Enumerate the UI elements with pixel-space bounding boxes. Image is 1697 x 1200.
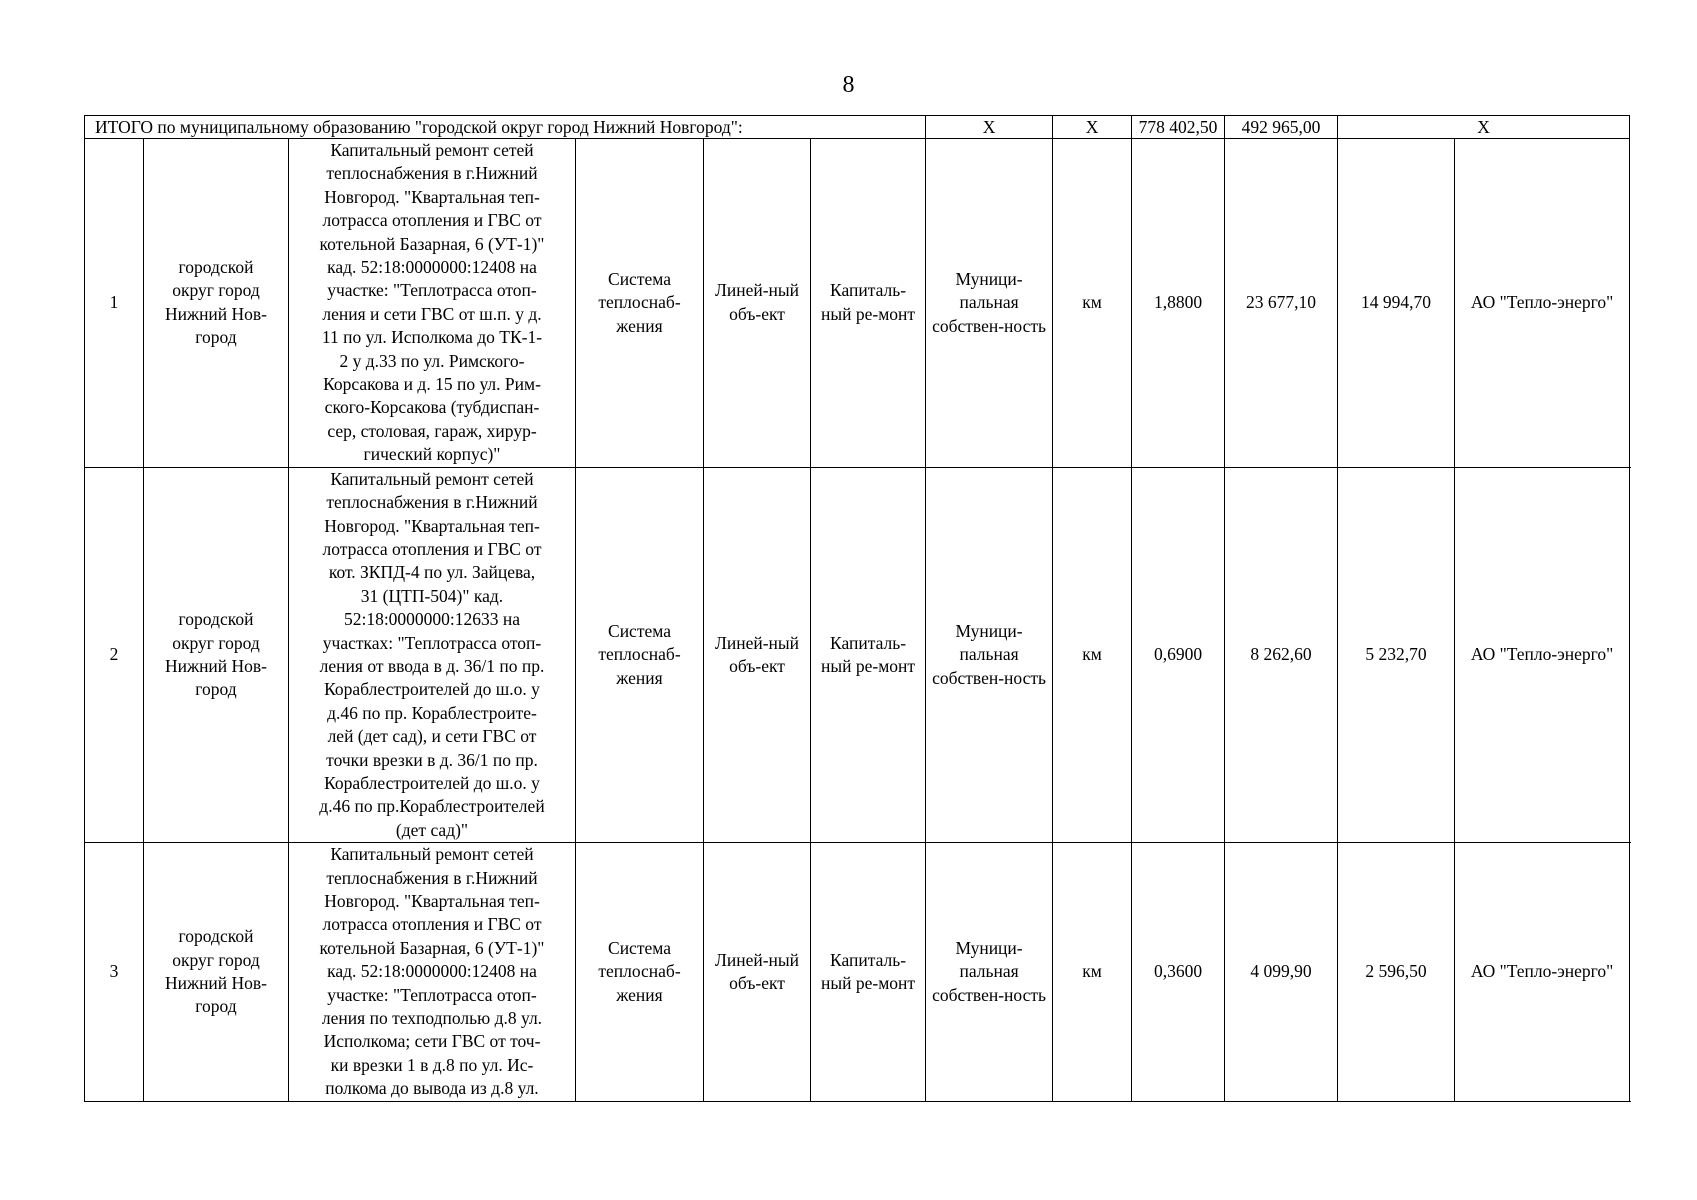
total-organization: X (1338, 116, 1630, 139)
total-unit: X (926, 116, 1053, 139)
object-type-cell: Линей-ный объ-ект (704, 139, 811, 468)
work-type-cell: Капиталь-ный ре-монт (811, 467, 926, 843)
unit-cell: км (1053, 139, 1132, 468)
ownership-cell: Муници-пальная собствен-ность (926, 467, 1053, 843)
unit-cell: км (1053, 843, 1132, 1101)
system-cell: Система теплоснаб-жения (576, 139, 704, 468)
total-cost: 778 402,50 (1132, 116, 1225, 139)
volume-cell: 0,3600 (1132, 843, 1225, 1101)
fund-cost-cell: 5 232,70 (1338, 467, 1455, 843)
table-row (85, 843, 1630, 1101)
system-cell: Система теплоснаб-жения (576, 467, 704, 843)
system-cell: Система теплоснаб-жения (576, 843, 704, 1101)
cost-cell: 23 677,10 (1225, 139, 1338, 468)
volume-cell: 0,6900 (1132, 467, 1225, 843)
program-table (84, 115, 1630, 1102)
total-fund-cost: 492 965,00 (1225, 116, 1338, 139)
object-description: Капитальный ремонт сетей теплоснабжения в г.Нижний Новгород. "Квартальная теп- лотрасса отопления и ГВС от кот. ЗКПД-4 по ул. Зайцева, 31 (ЦТП-504)" кад. 52:18:0000000:12633 на участках: "Теплотрасса отоп- ления от ввода в д. 36/1 по пр. Кораблестроителей до ш.о. у д.46 по пр. Кораблестроите- лей (дет сад), и сети ГВС от точки врезки в д. 36/1 по пр. Кораблестроителей до ш.о. у д.46 по пр.Кораблестроителей (дет сад)" (289, 467, 576, 843)
page-number: 8 (842, 72, 855, 98)
object-description: Капитальный ремонт сетей теплоснабжения в г.Нижний Новгород. "Квартальная теп- лотрасса отопления и ГВС от котельной Базарная, 6 (УТ-1)" кад. 52:18:0000000:12408 на участке: "Теплотрасса отоп- ления и сети ГВС от ш.п. у д. 11 по ул. Исполкома до ТК-1- 2 у д.33 по ул. Римского- Корсакова и д. 15 по ул. Рим- ского-Корсакова (тубдиспан- сер, столовая, гараж, хирур- гический корпус)" (289, 139, 576, 468)
object-type-cell: Линей-ный объ-ект (704, 467, 811, 843)
total-volume: X (1053, 116, 1132, 139)
municipality-cell: городской округ город Нижний Нов- город (144, 139, 289, 468)
row-number: 2 (85, 467, 144, 843)
ownership-cell: Муници-пальная собствен-ность (926, 843, 1053, 1101)
object-description: Капитальный ремонт сетей теплоснабжения в г.Нижний Новгород. "Квартальная теп- лотрасса отопления и ГВС от котельной Базарная, 6 (УТ-1)" кад. 52:18:0000000:12408 на участке: "Теплотрасса отоп- ления по техподполью д.8 ул. Исполкома; сети ГВС от точ- ки врезки 1 в д.8 по ул. Ис- полкома до вывода из д.8 ул. (289, 843, 576, 1101)
organization-cell: АО "Тепло-энерго" (1455, 843, 1630, 1101)
work-type-cell: Капиталь-ный ре-монт (811, 843, 926, 1101)
cost-cell: 8 262,60 (1225, 467, 1338, 843)
municipality-cell: городской округ город Нижний Нов- город (144, 467, 289, 843)
volume-cell: 1,8800 (1132, 139, 1225, 468)
fund-cost-cell: 14 994,70 (1338, 139, 1455, 468)
municipality-cell: городской округ город Нижний Нов- город (144, 843, 289, 1101)
row-number: 3 (85, 843, 144, 1101)
organization-cell: АО "Тепло-энерго" (1455, 467, 1630, 843)
unit-cell: км (1053, 467, 1132, 843)
fund-cost-cell: 2 596,50 (1338, 843, 1455, 1101)
table-row (85, 467, 1630, 843)
cost-cell: 4 099,90 (1225, 843, 1338, 1101)
ownership-cell: Муници-пальная собствен-ность (926, 139, 1053, 468)
row-number: 1 (85, 139, 144, 468)
table-row (85, 139, 1630, 468)
total-row (85, 116, 1630, 139)
work-type-cell: Капиталь-ный ре-монт (811, 139, 926, 468)
organization-cell: АО "Тепло-энерго" (1455, 139, 1630, 468)
object-type-cell: Линей-ный объ-ект (704, 843, 811, 1101)
total-label: ИТОГО по муниципальному образованию "городской округ город Нижний Новгород": (85, 116, 926, 139)
